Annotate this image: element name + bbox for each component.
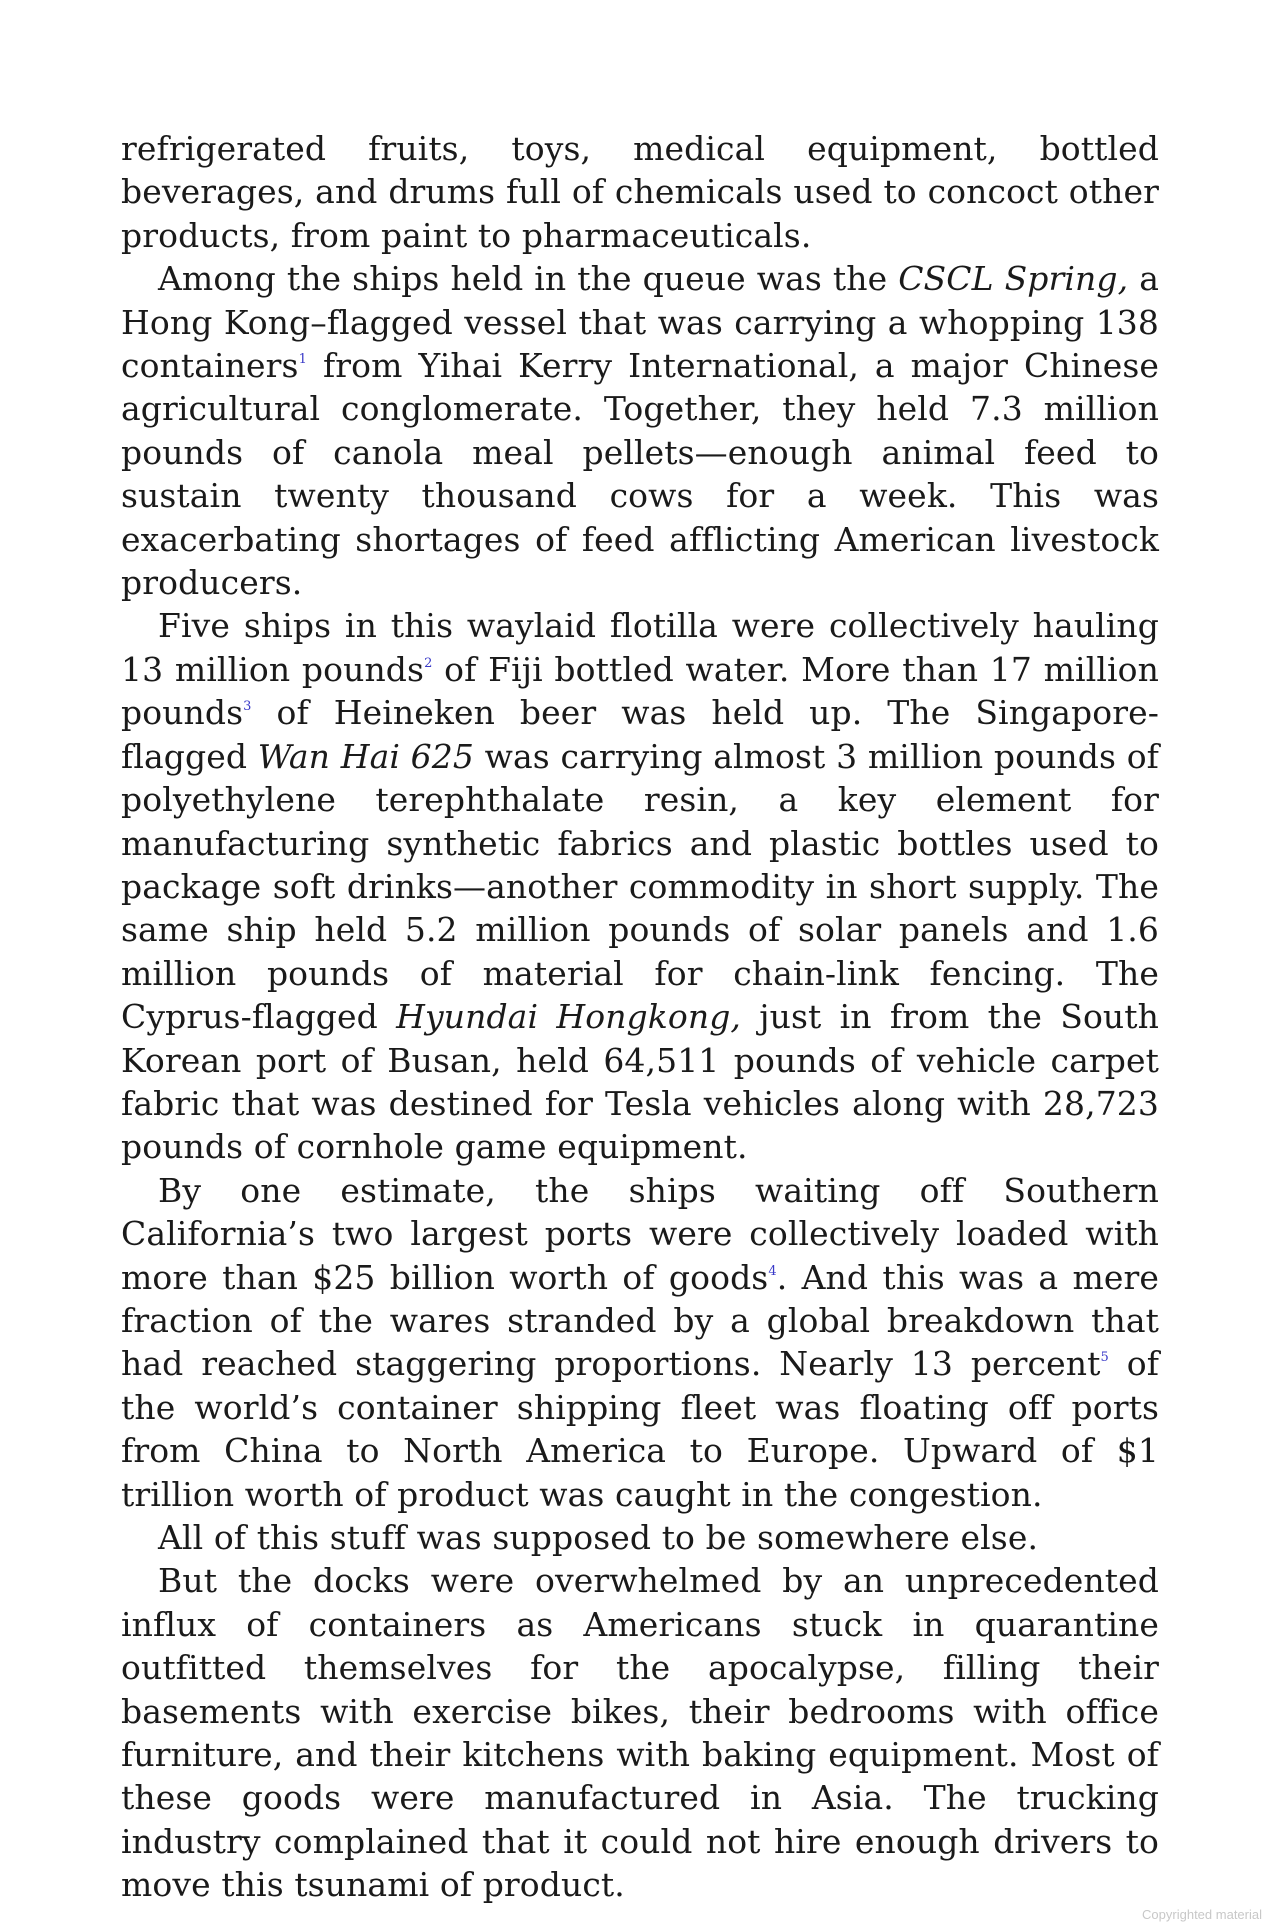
- text-run: All of this stuff was supposed to be somewhere else.: [158, 1518, 1039, 1557]
- footnote-marker-link[interactable]: 3: [243, 699, 252, 715]
- footnote-marker-link[interactable]: 4: [768, 1263, 777, 1279]
- paragraph: [121, 127, 1159, 257]
- text-run: . And this was a mere fraction of the wares stranded by a global breakdown that had reached staggering proportions. Nearly 13 percent: [121, 1257, 1159, 1384]
- text-run: of Heineken beer was held up. The Singapore-flagged: [121, 693, 1159, 776]
- text-run: But the docks were overwhelmed by an unprecedented influx of containers as Americans stuck in quarantine outfitted themselves for the apocalypse, filling their basements with exercise bikes, their bedrooms with office furniture, and their kitchens with baking equipment. Most of these goods were manufactured in Asia. The trucking industry complained that it could not hire enough drivers to move this tsunami of product.: [121, 1561, 1159, 1905]
- text-run: of Fiji bottled water. More than 17 million pounds: [121, 649, 1159, 733]
- text-run: By one estimate, the ships waiting off Southern California’s two largest ports were collectively loaded with more than $25 billion worth of goods: [121, 1170, 1159, 1297]
- paragraph: [121, 1169, 1159, 1516]
- paragraph: [121, 604, 1159, 1168]
- paragraph: [121, 1559, 1159, 1906]
- paragraph: [121, 257, 1159, 604]
- text-run: a Hong Kong–flagged vessel that was carrying a whopping 138 containers: [121, 259, 1159, 386]
- italic-title: Hyundai Hongkong,: [396, 997, 742, 1037]
- text-run: Five ships in this waylaid flotilla were collectively hauling 13 million pounds: [121, 606, 1159, 689]
- text-run: was carrying almost 3 million pounds of polyethylene terephthalate resin, a key element for manufacturing synthetic fabrics and plastic bottles used to package soft drinks—another commodity in short supply. The same ship held 5.2 million pounds of solar panels and 1.6 million pounds of material for chain-link fencing. The Cyprus-flagged: [121, 736, 1159, 1037]
- copyright-watermark: Copyrighted material: [1142, 1907, 1262, 1922]
- footnote-marker-link[interactable]: 5: [1100, 1350, 1109, 1366]
- text-run: refrigerated fruits, toys, medical equipment, bottled beverages, and drums full of chemicals used to concoct other products, from paint to pharmaceuticals.: [121, 129, 1159, 255]
- text-run: Among the ships held in the queue was the: [158, 259, 899, 299]
- italic-title: Wan Hai 625: [257, 736, 474, 776]
- text-run: from Yihai Kerry International, a major Chinese agricultural conglomerate. Together, they held 7.3 million pounds of canola meal pellets—enough animal feed to sustain twenty thousand cows for a week. This was exacerbating shortages of feed afflicting American livestock producers.: [121, 346, 1159, 603]
- paragraph: [121, 1516, 1159, 1559]
- footnote-marker-link[interactable]: 1: [298, 352, 307, 368]
- italic-title: CSCL Spring,: [898, 259, 1129, 299]
- text-run: just in from the South Korean port of Busan, held 64,511 pounds of vehicle carpet fabric that was destined for Tesla vehicles along with 28,723 pounds of cornhole game equipment.: [121, 997, 1159, 1167]
- footnote-marker-link[interactable]: 2: [424, 655, 433, 671]
- text-run: of the world’s container shipping fleet was floating off ports from China to North America to Europe. Upward of $1 trillion worth of product was caught in the congestion.: [121, 1344, 1160, 1514]
- body-text: [121, 127, 1159, 1907]
